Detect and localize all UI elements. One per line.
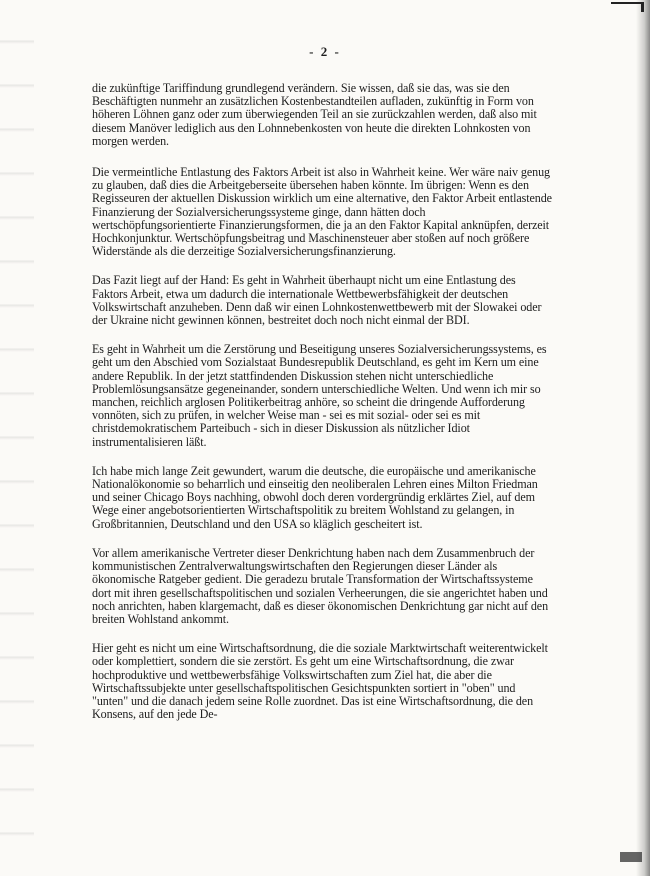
paragraph-4: Es geht in Wahrheit um die Zerstörung und Beseitigung unseres Sozialversicherungssystems, es geht um den Abschied vom Sozialstaat Bundesrepublik Deutschland, es geht im Kern um eine andere Republik. In der jetzt stattfindenden Diskussion stehen nicht unterschiedliche Problemlösungsansätze gegeneinander, sondern unterschiedliche Welten. Und wenn ich mir so manchen, reichlich arglosen Politikerbeitrag anhöre, so scheint die dringende Aufforderung vonnöten, sich zu prüfen, in welcher Weise man - sei es mit sozial- oder sei es mit christdemokratischem Parteibuch - sich in dieser Diskussion als nützlicher Idiot instrumentalisieren läßt.	[92, 342, 547, 449]
paragraph-7: Hier geht es nicht um eine Wirtschaftsordnung, die die soziale Marktwirtschaft weiterentwickelt oder komplettiert, sondern die sie zerstört. Es geht um eine Wirtschaftsordnung, die zwar hochproduktive und wettbewerbsfähige Volkswirtschaften zum Ziel hat, die aber die Wirtschaftssubjekte unter gesellschaftspolitischen Gesichtspunkten sortiert in "oben" und "unten" und die danach jedem seine Rolle zuordnet. Das ist eine Wirtschaftsordnung, die den Konsens, auf den jede De-	[92, 641, 548, 722]
paragraph-3: Das Fazit liegt auf der Hand: Es geht in Wahrheit überhaupt nicht um eine Entlastung des Faktors Arbeit, etwa um dadurch die internationale Wettbewerbsfähigkeit der deutschen Volkswirtschaft anzuheben. Denn daß wir einen Lohnkostenwettbewerb mit der Slowakei oder der Ukraine nicht gewinnen können, bestreitet doch noch nicht einmal der BDI.	[92, 273, 542, 328]
page-number: - 2 -	[309, 44, 341, 59]
corner-mark-top	[611, 2, 644, 12]
paragraph-6: Vor allem amerikanische Vertreter dieser Denkrichtung haben nach dem Zusammenbruch der kommunistischen Zentralverwaltungswirtschaften den Regierungen dieser Länder als ökonomische Ratgeber gedient. Die geradezu brutale Transformation der Wirtschaftssysteme dort mit ihren gesellschaftspolitischen und sozialen Verheerungen, die sie angerichtet haben und noch anrichten, haben klargemacht, daß es dieser ökonomischen Denkrichtung gar nicht auf den breiten Wohlstand ankommt.	[92, 545, 549, 626]
document-body	[92, 82, 552, 737]
paragraph-5: Ich habe mich lange Zeit gewundert, warum die deutsche, die europäische und amerikanische Nationalökonomie so beharrlich und einseitig den neoliberalen Lehren eines Milton Friedman und seiner Chicago Boys nachhing, obwohl doch deren vordergründig erklärtes Ziel, auf dem Wege einer angebotsorientierten Wirtschaftspolitik zu breitem Wohlstand zu gelangen, in Großbritannien, Deutschland und den USA so kläglich gescheitert ist.	[92, 463, 538, 531]
paragraph-2: Die vermeintliche Entlastung des Faktors Arbeit ist also in Wahrheit keine. Wer wäre naiv genug zu glauben, daß dies die Arbeitgeberseite übersehen haben könnte. Im übrigen: Wenn es den Regisseuren der aktuellen Diskussion wirklich um eine alternative, den Faktor Arbeit entlastende Finanzierung der Sozialversicherungssysteme ginge, dann hätten doch wertschöpfungsorientierte Finanzierungsformen, die ja an den Faktor Kapital anknüpfen, derzeit Hochkonjunktur. Wertschöpfungsbeitrag und Maschinensteuer aber stoßen auf noch größere Widerstände als die derzeitige Sozialversicherungsfinanzierung.	[92, 165, 552, 259]
corner-mark-bottom	[620, 852, 642, 862]
scan-edge-right	[636, 0, 650, 876]
paragraph-1: die zukünftige Tariffindung grundlegend verändern. Sie wissen, daß sie das, was sie den Beschäftigten nunmehr an zusätzlichen Kostenbestandteilen aufladen, zukünftig in Form von höheren Löhnen ganz oder zum überwiegenden Teil an sie zurückzahlen werden, daß also mit diesem Manöver lediglich aus den Lohnnebenkosten von heute die direkten Lohnkosten von morgen werden.	[92, 81, 537, 148]
scan-edge-left	[0, 0, 34, 876]
